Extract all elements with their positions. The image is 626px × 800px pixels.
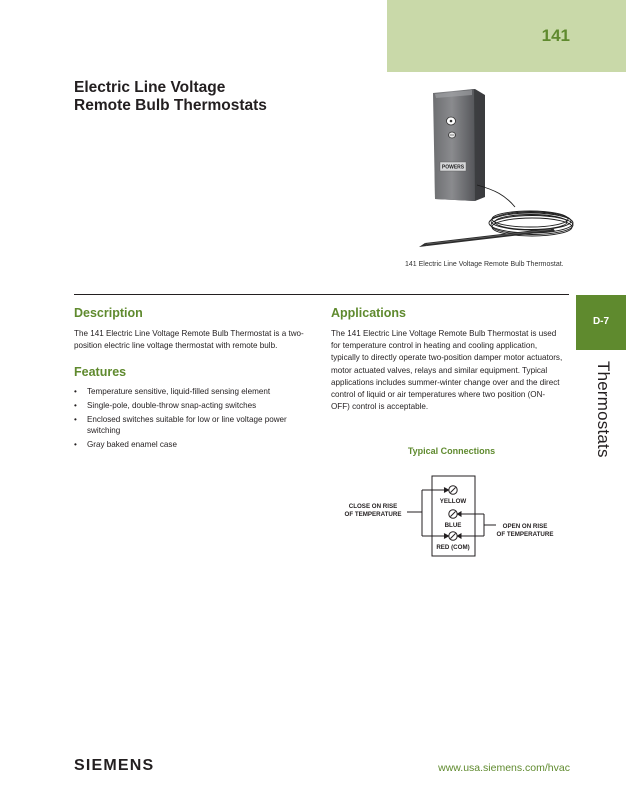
connections-title: Typical Connections bbox=[407, 446, 496, 456]
terminal-yellow-label: YELLOW bbox=[439, 498, 467, 505]
wiring-diagram bbox=[330, 470, 580, 565]
capillary-coil bbox=[477, 185, 573, 236]
terminal-blue-label: BLUE bbox=[444, 522, 462, 529]
open-on-rise-label-line-1: OPEN ON RISE bbox=[502, 523, 548, 530]
page-title-line-2: Remote Bulb Thermostats bbox=[74, 97, 267, 114]
adjustment-screw-icon bbox=[449, 132, 456, 138]
list-item: • Enclosed switches suitable for low or line voltage power switching bbox=[74, 415, 287, 436]
applications-text: The 141 Electric Line Voltage Remote Bulb Thermostat is used for temperature control in heating and cooling application, typically to directly operate two-position damper motor actuators, motor actuated valves, relays and similar equipment. Typical applications includes summer-winter change over and the direct control of liquid or air temperatures where two position (ON-OFF) control is acceptable. bbox=[331, 329, 563, 412]
features-heading: Features bbox=[74, 365, 127, 380]
page-number: 141 bbox=[541, 26, 570, 45]
terminal-screw-blue-icon bbox=[449, 510, 457, 518]
list-item: • Single-pole, double-throw snap-acting switches bbox=[74, 401, 257, 411]
close-on-rise-label-line-1: CLOSE ON RISE bbox=[348, 503, 398, 510]
page-title bbox=[74, 79, 267, 115]
terminal-screw-yellow-icon bbox=[449, 486, 457, 494]
close-on-rise-wire bbox=[407, 488, 449, 539]
page-title-line-1: Electric Line Voltage bbox=[74, 79, 226, 96]
section-divider bbox=[74, 294, 569, 295]
brand-label: POWERS bbox=[441, 164, 465, 171]
list-item: • Temperature sensitive, liquid-filled sensing element bbox=[74, 387, 271, 397]
close-on-rise-label-line-2: OF TEMPERATURE bbox=[344, 511, 402, 518]
category-label: Thermostats bbox=[594, 361, 613, 458]
setpoint-dial-icon bbox=[447, 117, 456, 125]
page-number-tab bbox=[387, 0, 626, 72]
features-list bbox=[74, 386, 306, 450]
product-photo bbox=[415, 85, 575, 255]
open-on-rise-wire bbox=[458, 512, 497, 539]
thermostat-case bbox=[433, 89, 485, 201]
list-item: • Gray baked enamel case bbox=[74, 440, 177, 449]
applications-column bbox=[331, 306, 563, 413]
terminal-red-label: RED (COM) bbox=[436, 544, 470, 551]
siemens-logo: SIEMENS bbox=[74, 757, 155, 774]
website-link[interactable]: www.usa.siemens.com/hvac bbox=[438, 762, 570, 774]
description-text: The 141 Electric Line Voltage Remote Bulb Thermostat is a two-position electric line voltage thermostat with remote bulb. bbox=[74, 329, 304, 351]
description-heading: Description bbox=[74, 306, 143, 320]
remote-sensing-bulb bbox=[419, 228, 555, 247]
photo-caption: 141 Electric Line Voltage Remote Bulb Thermostat. bbox=[405, 261, 564, 268]
section-tab-label: D-7 bbox=[592, 316, 610, 327]
brand-plate bbox=[440, 162, 466, 171]
description-column bbox=[74, 306, 306, 453]
terminal-screw-red-icon bbox=[449, 532, 457, 540]
open-on-rise-label-line-2: OF TEMPERATURE bbox=[496, 531, 554, 538]
applications-heading: Applications bbox=[331, 306, 407, 320]
